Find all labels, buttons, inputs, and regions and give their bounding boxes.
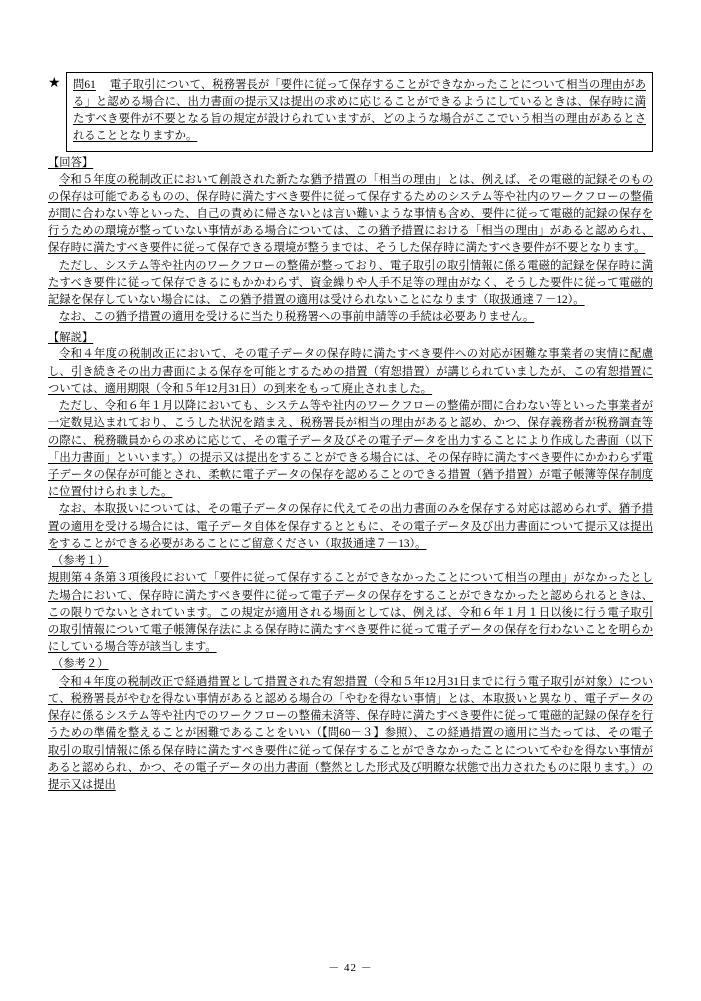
answer-paragraph-2: ただし、システム等や社内のワークフローの整備が整っており、電子取引の取引情報に係る電磁的記録を保存時に満たすべき要件に従って保存できるにもかかわらず、資金繰りや人手不足等の理由がなく、そうした要件に従って電磁的記録を保存していない場合には、この猶予措置の適用は受けられないことになります（取扱通達７－12）。 bbox=[48, 259, 653, 307]
question-block bbox=[48, 72, 653, 152]
reference1-heading: （参考１） bbox=[52, 555, 109, 568]
reference2-heading: （参考２） bbox=[52, 658, 109, 671]
reference2-paragraph-1: 令和４年度の税制改正で経過措置として措置された宥恕措置（令和５年12月31日までに行う電子取引が対象）について、税務署長がやむを得ない事情があると認める場合の「やむを得ない事情」とは、本取扱いと異なり、電子データの保存に係るシステム等や社内でのワークフローの整備未済等、保存時に満たすべき要件に従って電磁的記録の保存を行うための準備を整えることが困難であることをいい（【問60－３】参照）、この経過措置の適用に当たっては、その電子取引の取引情報に係る保存時に満たすべき要件に従って保存することができなかったことについてやむを得ない事情があると認められ、かつ、その電子データの出力書面（整然とした形式及び明瞭な状態で出力されたものに限ります。）の提示又は提出 bbox=[48, 675, 653, 791]
explanation-paragraph-1: 令和４年度の税制改正において、その電子データの保存時に満たすべき要件への対応が困難な事業者の実情に配慮し、引き続きその出力書面による保存を可能とするための措置（宥恕措置）が講じられていましたが、この宥恕措置については、適用期限（令和５年12月31日）の到来をもって廃止されました。 bbox=[48, 348, 653, 395]
answer-paragraph-1: 令和５年度の税制改正において創設された新たな猶予措置の「相当の理由」とは、例えば、その電磁的記録そのものの保存は可能であるものの、保存時に満たすべき要件に従って保存するためのシステム等や社内のワークフローの整備が間に合わない等といった、自己の責めに帰さないとは言い難いような事情も含め、要件に従って電磁的記録の保存を行うための環境が整っていない事情がある場合については、この猶予措置における「相当の理由」があると認められ、保存時に満たすべき要件に従って保存できる環境が整うまでは、そうした保存時に満たすべき要件が不要となります。 bbox=[48, 173, 653, 255]
explanation-paragraph-2: ただし、令和６年１月以降においても、システム等や社内のワークフローの整備が間に合わない等といった事業者が一定数見込まれており、こうした状況を踏まえ、税務署長が相当の理由があると認め、かつ、保存義務者が税務調査等の際に、税務職員からの求めに応じて、その電子データ及びその電子データを出力することにより作成した書面（以下「出力書面」といいます。）の提示又は提出をすることができる場合には、その保存時に満たすべき要件にかかわらず電子データの保存が可能とされ、柔軟に電子データの保存を認めることのできる措置（猶予措置）が電子帳簿等保存制度に位置付けられました。 bbox=[48, 400, 653, 499]
reference1-paragraph-1: 規則第４条第３項後段において「要件に従って保存することができなかったことについて相当の理由」がなかったとした場合において、保存時に満たすべき要件に従って電子データの保存をすることができなかったと認められるときは、この限りでないとされています。この規定が適用される場面としては、例えば、令和６年１月１日以後に行う電子取引の取引情報について電子帳簿保存法による保存時に満たすべき要件に従って電子データの保存を行わないことを明らかにしている場合等が該当します。 bbox=[48, 572, 653, 654]
star-icon: ★ bbox=[48, 76, 61, 91]
explanation-paragraph-3: なお、本取扱いについては、その電子データの保存に代えてその出力書面のみを保存する対応は認められず、猶予措置の適用を受ける場合には、電子データ自体を保存するとともに、その電子データ及び出力書面について提示又は提出をすることができる必要があることにご留意ください（取扱通達７－13）。 bbox=[48, 503, 653, 550]
explanation-heading: 【解説】 bbox=[48, 331, 94, 344]
question-text bbox=[73, 77, 646, 146]
question-body: 電子取引について、税務署長が「要件に従って保存することができなかったことについて相当の理由がある」と認める場合に、出力書面の提示又は提出の求めに応じることができるようにしているときは、保存時に満たすべき要件が不要となる旨の規定が設けられていますが、どのような場合がここでいう相当の理由があるとされることとなりますか。 bbox=[73, 79, 646, 143]
answer-paragraph-3: なお、この猶予措置の適用を受けるに当たり税務署への事前申請等の手続は必要ありません。 bbox=[59, 311, 535, 324]
answer-heading: 【回答】 bbox=[48, 156, 94, 169]
question-box bbox=[66, 72, 653, 152]
page-number: － 42 － bbox=[328, 962, 373, 974]
question-number: 問61 bbox=[73, 79, 96, 91]
